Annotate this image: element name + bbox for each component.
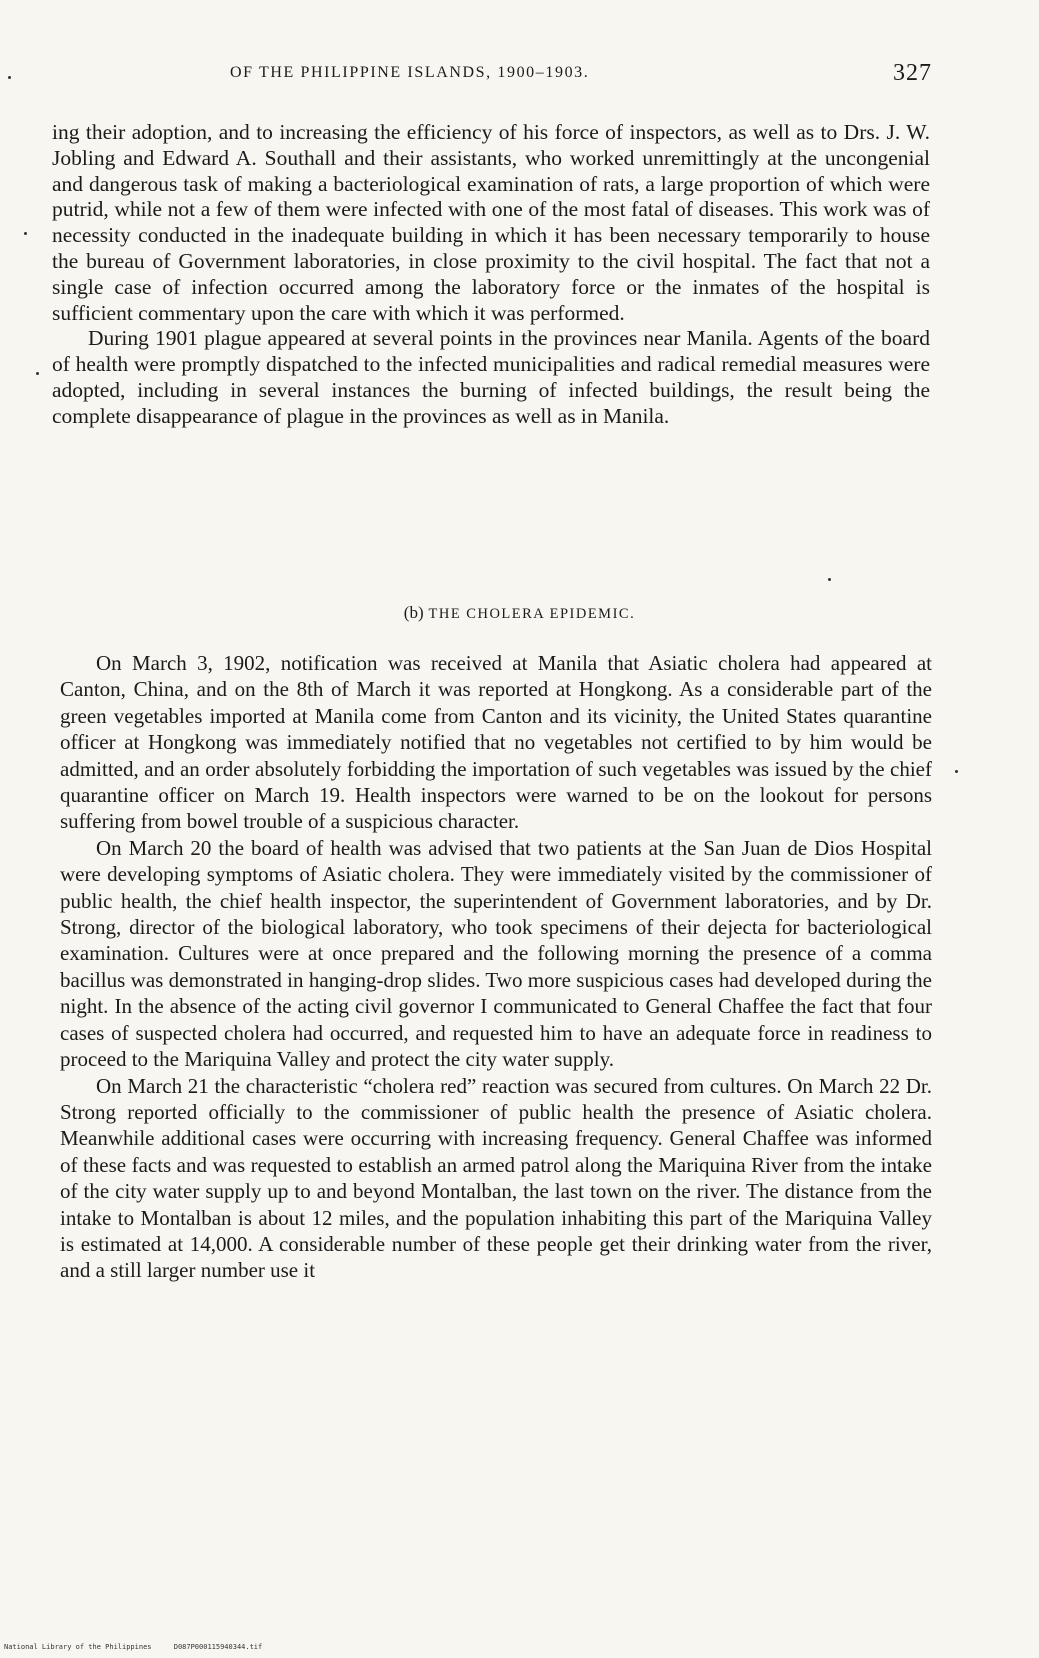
paragraph: During 1901 plague appeared at several points in the provinces near Manila. Agents of the board of health were promptly dispatched to the infected municipalities and radical remedial measures were adopted, including in several instances the burning of infected buildings, the result being the complete disappearance of plague in the provinces as well as in Manila. bbox=[52, 326, 930, 428]
scan-speck bbox=[828, 578, 831, 581]
scan-speck bbox=[8, 76, 11, 79]
page-number: 327 bbox=[893, 60, 932, 86]
text-block-cholera bbox=[60, 650, 932, 1284]
footer-library: National Library of the Philippines bbox=[4, 1643, 152, 1651]
text-block-plague bbox=[52, 120, 930, 430]
section-heading bbox=[0, 603, 1039, 623]
scan-speck bbox=[24, 232, 27, 235]
running-header bbox=[210, 60, 932, 90]
scan-speck bbox=[36, 372, 39, 375]
paragraph: On March 20 the board of health was advised that two patients at the San Juan de Dios Hospital were developing symptoms of Asiatic cholera. They were immediately visited by the commissioner of public health, the chief health inspector, the superintendent of Government laboratories, and by Dr. Strong, director of the biological laboratory, who took specimens of their dejecta for bacteriological examination. Cultures were at once prepared and the following morning the presence of a comma bacillus was demonstrated in hanging-drop slides. Two more suspicious cases had developed during the night. In the absence of the acting civil governor I communicated to General Chaffee the fact that four cases of suspected cholera had occurred, and requested him to have an adequate force in readiness to proceed to the Mariquina Valley and protect the city water supply. bbox=[60, 835, 932, 1072]
scan-footer bbox=[4, 1643, 262, 1651]
paragraph: On March 21 the characteristic “cholera red” reaction was secured from cultures. On March 22 Dr. Strong reported officially to the commissioner of public health the presence of Asiatic cholera. Meanwhile additional cases were occurring with increasing frequency. General Chaffee was informed of these facts and was requested to establish an armed patrol along the Mariquina River from the intake of the city water supply up to and beyond Montalban, the last town on the river. The distance from the intake to Montalban is about 12 miles, and the population inhabiting this part of the Mariquina Valley is estimated at 14,000. A considerable number of these people get their drinking water from the river, and a still larger number use it bbox=[60, 1073, 932, 1283]
section-letter: (b) bbox=[403, 603, 424, 622]
scan-speck bbox=[955, 770, 958, 773]
paragraph: ing their adoption, and to increasing the efficiency of his force of inspectors, as well as to Drs. J. W. Jobling and Edward A. Southall and their assistants, who worked unremittingly at the uncongenial and dangerous task of making a bacteriological examination of rats, a large proportion of which were putrid, while not a few of them were infected with one of the most fatal of diseases. This work was of necessity conducted in the inadequate building in which it has been necessary temporarily to house the bureau of Government laboratories, in close proximity to the civil hospital. The fact that not a single case of infection occurred among the laboratory force or the inmates of the hospital is sufficient commentary upon the care with which it was performed. bbox=[52, 120, 930, 325]
section-title: THE CHOLERA EPIDEMIC. bbox=[428, 606, 636, 622]
footer-file-id: D087P000115940344.tif bbox=[173, 1643, 263, 1651]
running-title: OF THE PHILIPPINE ISLANDS, 1900–1903. bbox=[230, 64, 590, 81]
paragraph: On March 3, 1902, notification was received at Manila that Asiatic cholera had appeared at Canton, China, and on the 8th of March it was reported at Hongkong. As a considerable part of the green vegetables imported at Manila come from Canton and its vicinity, the United States quarantine officer at Hongkong was immediately notified that no vegetables not certified to by him would be admitted, and an order absolutely forbidding the importation of such vegetables was issued by the chief quarantine officer on March 19. Health inspectors were warned to be on the lookout for persons suffering from bowel trouble of a suspicious character. bbox=[60, 651, 932, 834]
